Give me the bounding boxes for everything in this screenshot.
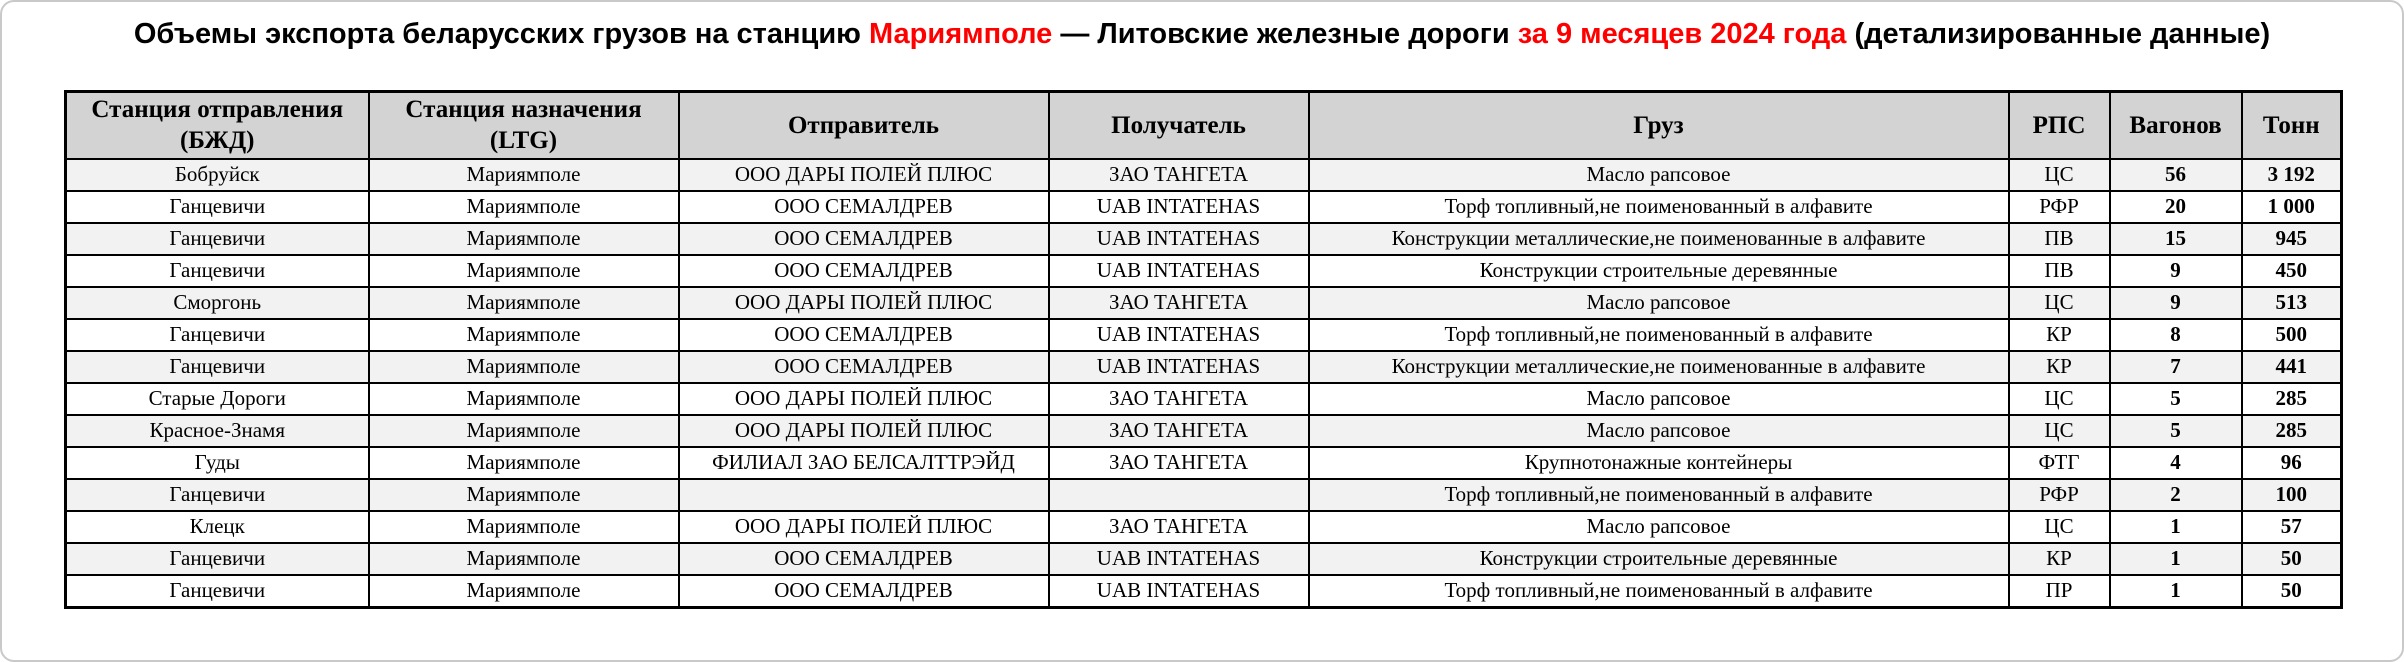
cell-r6-c0: Ганцевичи xyxy=(66,351,369,383)
cell-r7-c3: ЗАО ТАНГЕТА xyxy=(1049,383,1309,415)
table-row xyxy=(66,255,2342,287)
cell-r4-c2: ООО ДАРЫ ПОЛЕЙ ПЛЮС xyxy=(679,287,1049,319)
cell-r10-c3 xyxy=(1049,479,1309,511)
cell-r8-c2: ООО ДАРЫ ПОЛЕЙ ПЛЮС xyxy=(679,415,1049,447)
cell-r11-c0: Клецк xyxy=(66,511,369,543)
cell-r11-c6: 1 xyxy=(2110,511,2242,543)
cell-r0-c0: Бобруйск xyxy=(66,159,369,191)
cell-r0-c1: Мариямполе xyxy=(369,159,679,191)
cell-r12-c2: ООО СЕМАЛДРЕВ xyxy=(679,543,1049,575)
column-header-0: Станция отправления (БЖД) xyxy=(66,92,369,159)
cell-r10-c6: 2 xyxy=(2110,479,2242,511)
cell-r3-c4: Конструкции строительные деревянные xyxy=(1309,255,2009,287)
cell-r5-c4: Торф топливный,не поименованный в алфавите xyxy=(1309,319,2009,351)
cell-r10-c7: 100 xyxy=(2242,479,2342,511)
cell-r2-c3: UAB INTATEHAS xyxy=(1049,223,1309,255)
cell-r6-c1: Мариямполе xyxy=(369,351,679,383)
cell-r2-c7: 945 xyxy=(2242,223,2342,255)
cell-r3-c3: UAB INTATEHAS xyxy=(1049,255,1309,287)
cell-r13-c1: Мариямполе xyxy=(369,575,679,608)
cell-r0-c5: ЦС xyxy=(2009,159,2110,191)
cell-r1-c7: 1 000 xyxy=(2242,191,2342,223)
table-row xyxy=(66,319,2342,351)
cell-r10-c2 xyxy=(679,479,1049,511)
column-header-2: Отправитель xyxy=(679,92,1049,159)
column-header-1: Станция назначения (LTG) xyxy=(369,92,679,159)
title-station-highlight: Мариямполе xyxy=(869,18,1053,50)
cell-r13-c5: ПР xyxy=(2009,575,2110,608)
cell-r9-c4: Крупнотонажные контейнеры xyxy=(1309,447,2009,479)
column-header-3: Получатель xyxy=(1049,92,1309,159)
cell-r12-c5: КР xyxy=(2009,543,2110,575)
cell-r9-c2: ФИЛИАЛ ЗАО БЕЛСАЛТТРЭЙД xyxy=(679,447,1049,479)
cell-r9-c5: ФТГ xyxy=(2009,447,2110,479)
export-volumes-table xyxy=(64,90,2343,609)
table-row xyxy=(66,511,2342,543)
cell-r12-c0: Ганцевичи xyxy=(66,543,369,575)
table-header-row xyxy=(66,92,2342,159)
cell-r12-c6: 1 xyxy=(2110,543,2242,575)
cell-r10-c5: РФР xyxy=(2009,479,2110,511)
cell-r9-c6: 4 xyxy=(2110,447,2242,479)
cell-r4-c7: 513 xyxy=(2242,287,2342,319)
cell-r2-c1: Мариямполе xyxy=(369,223,679,255)
cell-r7-c0: Старые Дороги xyxy=(66,383,369,415)
cell-r11-c3: ЗАО ТАНГЕТА xyxy=(1049,511,1309,543)
table-body xyxy=(66,159,2342,608)
cell-r6-c7: 441 xyxy=(2242,351,2342,383)
table-row xyxy=(66,191,2342,223)
cell-r4-c6: 9 xyxy=(2110,287,2242,319)
cell-r3-c2: ООО СЕМАЛДРЕВ xyxy=(679,255,1049,287)
cell-r13-c0: Ганцевичи xyxy=(66,575,369,608)
cell-r7-c2: ООО ДАРЫ ПОЛЕЙ ПЛЮС xyxy=(679,383,1049,415)
cell-r0-c4: Масло рапсовое xyxy=(1309,159,2009,191)
cell-r7-c7: 285 xyxy=(2242,383,2342,415)
table-row xyxy=(66,543,2342,575)
cell-r4-c0: Сморгонь xyxy=(66,287,369,319)
cell-r3-c6: 9 xyxy=(2110,255,2242,287)
title-period-highlight: за 9 месяцев 2024 года xyxy=(1517,18,1847,50)
cell-r12-c3: UAB INTATEHAS xyxy=(1049,543,1309,575)
cell-r10-c1: Мариямполе xyxy=(369,479,679,511)
page-title xyxy=(2,18,2402,51)
title-text-3: (детализированные данные) xyxy=(1854,18,2271,50)
cell-r5-c0: Ганцевичи xyxy=(66,319,369,351)
cell-r9-c0: Гуды xyxy=(66,447,369,479)
cell-r13-c2: ООО СЕМАЛДРЕВ xyxy=(679,575,1049,608)
table-row xyxy=(66,575,2342,608)
cell-r12-c7: 50 xyxy=(2242,543,2342,575)
cell-r3-c1: Мариямполе xyxy=(369,255,679,287)
cell-r6-c2: ООО СЕМАЛДРЕВ xyxy=(679,351,1049,383)
cell-r6-c3: UAB INTATEHAS xyxy=(1049,351,1309,383)
cell-r2-c0: Ганцевичи xyxy=(66,223,369,255)
cell-r8-c3: ЗАО ТАНГЕТА xyxy=(1049,415,1309,447)
cell-r11-c5: ЦС xyxy=(2009,511,2110,543)
cell-r7-c5: ЦС xyxy=(2009,383,2110,415)
cell-r10-c0: Ганцевичи xyxy=(66,479,369,511)
column-header-7: Тонн xyxy=(2242,92,2342,159)
cell-r8-c5: ЦС xyxy=(2009,415,2110,447)
cell-r5-c5: КР xyxy=(2009,319,2110,351)
cell-r9-c7: 96 xyxy=(2242,447,2342,479)
cell-r3-c7: 450 xyxy=(2242,255,2342,287)
cell-r1-c3: UAB INTATEHAS xyxy=(1049,191,1309,223)
cell-r13-c6: 1 xyxy=(2110,575,2242,608)
cell-r0-c6: 56 xyxy=(2110,159,2242,191)
cell-r1-c5: РФР xyxy=(2009,191,2110,223)
cell-r8-c0: Красное-Знамя xyxy=(66,415,369,447)
table-row xyxy=(66,479,2342,511)
table-row xyxy=(66,383,2342,415)
title-text-2: — Литовские железные дороги xyxy=(1060,18,1510,50)
table-row xyxy=(66,287,2342,319)
cell-r11-c2: ООО ДАРЫ ПОЛЕЙ ПЛЮС xyxy=(679,511,1049,543)
cell-r1-c6: 20 xyxy=(2110,191,2242,223)
cell-r13-c3: UAB INTATEHAS xyxy=(1049,575,1309,608)
cell-r7-c4: Масло рапсовое xyxy=(1309,383,2009,415)
cell-r0-c7: 3 192 xyxy=(2242,159,2342,191)
cell-r5-c7: 500 xyxy=(2242,319,2342,351)
cell-r1-c4: Торф топливный,не поименованный в алфавите xyxy=(1309,191,2009,223)
table-row xyxy=(66,415,2342,447)
cell-r13-c4: Торф топливный,не поименованный в алфавите xyxy=(1309,575,2009,608)
cell-r5-c2: ООО СЕМАЛДРЕВ xyxy=(679,319,1049,351)
cell-r1-c1: Мариямполе xyxy=(369,191,679,223)
cell-r12-c1: Мариямполе xyxy=(369,543,679,575)
cell-r8-c1: Мариямполе xyxy=(369,415,679,447)
cell-r11-c7: 57 xyxy=(2242,511,2342,543)
table-row xyxy=(66,159,2342,191)
cell-r4-c5: ЦС xyxy=(2009,287,2110,319)
cell-r11-c4: Масло рапсовое xyxy=(1309,511,2009,543)
cell-r8-c4: Масло рапсовое xyxy=(1309,415,2009,447)
cell-r4-c4: Масло рапсовое xyxy=(1309,287,2009,319)
cell-r12-c4: Конструкции строительные деревянные xyxy=(1309,543,2009,575)
cell-r5-c1: Мариямполе xyxy=(369,319,679,351)
cell-r0-c3: ЗАО ТАНГЕТА xyxy=(1049,159,1309,191)
table-row xyxy=(66,223,2342,255)
cell-r3-c5: ПВ xyxy=(2009,255,2110,287)
column-header-6: Вагонов xyxy=(2110,92,2242,159)
cell-r7-c1: Мариямполе xyxy=(369,383,679,415)
cell-r1-c2: ООО СЕМАЛДРЕВ xyxy=(679,191,1049,223)
cell-r7-c6: 5 xyxy=(2110,383,2242,415)
cell-r1-c0: Ганцевичи xyxy=(66,191,369,223)
cell-r5-c3: UAB INTATEHAS xyxy=(1049,319,1309,351)
table-row xyxy=(66,447,2342,479)
cell-r6-c6: 7 xyxy=(2110,351,2242,383)
cell-r3-c0: Ганцевичи xyxy=(66,255,369,287)
cell-r6-c5: КР xyxy=(2009,351,2110,383)
cell-r2-c5: ПВ xyxy=(2009,223,2110,255)
cell-r9-c3: ЗАО ТАНГЕТА xyxy=(1049,447,1309,479)
cell-r2-c6: 15 xyxy=(2110,223,2242,255)
table-row xyxy=(66,351,2342,383)
cell-r9-c1: Мариямполе xyxy=(369,447,679,479)
title-text-1: Объемы экспорта беларусских грузов на станцию xyxy=(133,18,861,50)
cell-r11-c1: Мариямполе xyxy=(369,511,679,543)
cell-r4-c3: ЗАО ТАНГЕТА xyxy=(1049,287,1309,319)
column-header-5: РПС xyxy=(2009,92,2110,159)
cell-r10-c4: Торф топливный,не поименованный в алфавите xyxy=(1309,479,2009,511)
cell-r2-c4: Конструкции металлические,не поименованные в алфавите xyxy=(1309,223,2009,255)
cell-r8-c6: 5 xyxy=(2110,415,2242,447)
column-header-4: Груз xyxy=(1309,92,2009,159)
cell-r6-c4: Конструкции металлические,не поименованные в алфавите xyxy=(1309,351,2009,383)
cell-r5-c6: 8 xyxy=(2110,319,2242,351)
cell-r13-c7: 50 xyxy=(2242,575,2342,608)
cell-r8-c7: 285 xyxy=(2242,415,2342,447)
cell-r4-c1: Мариямполе xyxy=(369,287,679,319)
cell-r2-c2: ООО СЕМАЛДРЕВ xyxy=(679,223,1049,255)
cell-r0-c2: ООО ДАРЫ ПОЛЕЙ ПЛЮС xyxy=(679,159,1049,191)
